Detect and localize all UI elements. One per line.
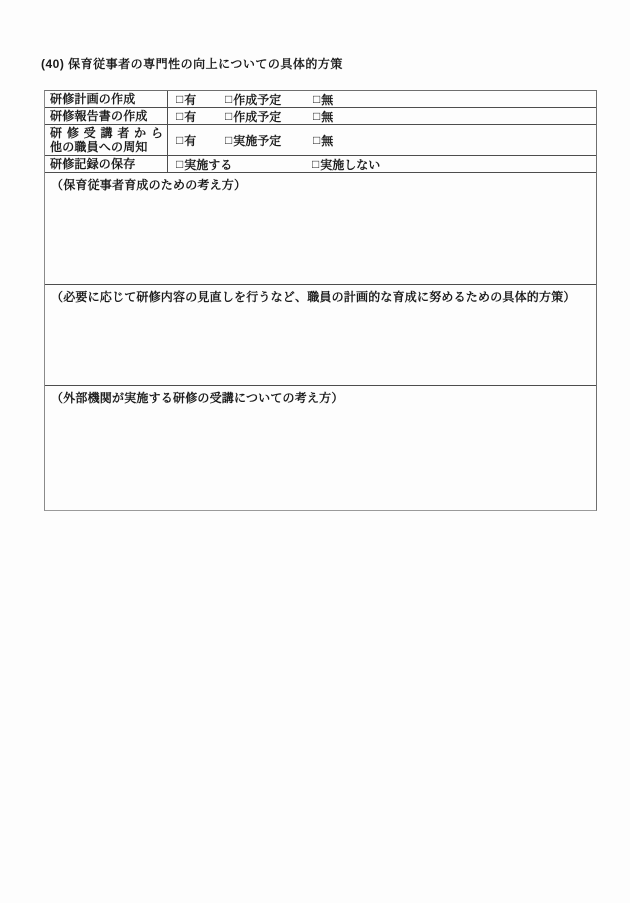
section-development-policy <box>45 173 596 285</box>
checkbox-icon[interactable]: □ <box>176 133 184 147</box>
checkbox-icon[interactable]: □ <box>176 157 184 171</box>
checkbox-icon[interactable]: □ <box>225 109 233 123</box>
option-planned[interactable] <box>225 91 313 108</box>
section-heading: （必要に応じて研修内容の見直しを行うなど、職員の計画的な育成に努めるための具体的方策） <box>51 290 576 304</box>
section-planned-development-measures <box>45 285 596 386</box>
option-yes[interactable] <box>176 108 225 125</box>
option-label: 作成予定 <box>233 109 282 124</box>
table-row-sharing-with-staff <box>45 125 596 156</box>
row-label: 研修報告書の作成 <box>45 108 168 124</box>
row-label: 研修記録の保存 <box>45 156 168 172</box>
option-label: 作成予定 <box>233 92 282 107</box>
option-no[interactable] <box>313 108 333 125</box>
checkbox-icon[interactable]: □ <box>312 157 320 171</box>
answer-area[interactable] <box>45 193 596 284</box>
option-label: 有 <box>184 92 197 107</box>
option-no[interactable] <box>313 132 333 149</box>
checkbox-icon[interactable]: □ <box>176 92 184 106</box>
options-cell <box>168 156 596 172</box>
options-cell <box>168 108 596 124</box>
section-external-training-policy <box>45 386 596 510</box>
table-row-record-keeping <box>45 156 596 173</box>
checkbox-icon[interactable]: □ <box>313 133 321 147</box>
option-label: 有 <box>184 133 197 148</box>
option-not-implement[interactable] <box>312 156 380 173</box>
training-form-table <box>44 90 597 511</box>
answer-area[interactable] <box>45 305 596 385</box>
option-planned[interactable] <box>225 132 313 149</box>
option-label: 無 <box>321 92 334 107</box>
option-label: 実施予定 <box>233 133 282 148</box>
checkbox-icon[interactable]: □ <box>176 109 184 123</box>
option-implement[interactable] <box>176 156 312 173</box>
options-cell <box>168 91 596 107</box>
checkbox-icon[interactable]: □ <box>225 133 233 147</box>
table-row-training-report <box>45 108 596 125</box>
option-yes[interactable] <box>176 91 225 108</box>
option-label: 有 <box>184 109 197 124</box>
page-title: (40) 保育従事者の専門性の向上についての具体的方策 <box>41 57 343 71</box>
option-label: 無 <box>321 109 334 124</box>
row-label: 研修受講者から 他の職員への周知 <box>45 125 168 155</box>
option-no[interactable] <box>313 91 333 108</box>
section-heading: （外部機関が実施する研修の受講についての考え方） <box>51 391 344 405</box>
option-label: 実施する <box>184 157 233 172</box>
checkbox-icon[interactable]: □ <box>313 92 321 106</box>
option-label: 無 <box>321 133 334 148</box>
checkbox-icon[interactable]: □ <box>225 92 233 106</box>
row-label: 研修計画の作成 <box>45 91 168 107</box>
section-heading: （保育従事者育成のための考え方） <box>51 178 247 192</box>
option-yes[interactable] <box>176 132 225 149</box>
checkbox-icon[interactable]: □ <box>313 109 321 123</box>
answer-area[interactable] <box>45 406 596 510</box>
options-cell <box>168 125 596 155</box>
option-planned[interactable] <box>225 108 313 125</box>
table-row-training-plan <box>45 91 596 108</box>
option-label: 実施しない <box>320 157 381 172</box>
